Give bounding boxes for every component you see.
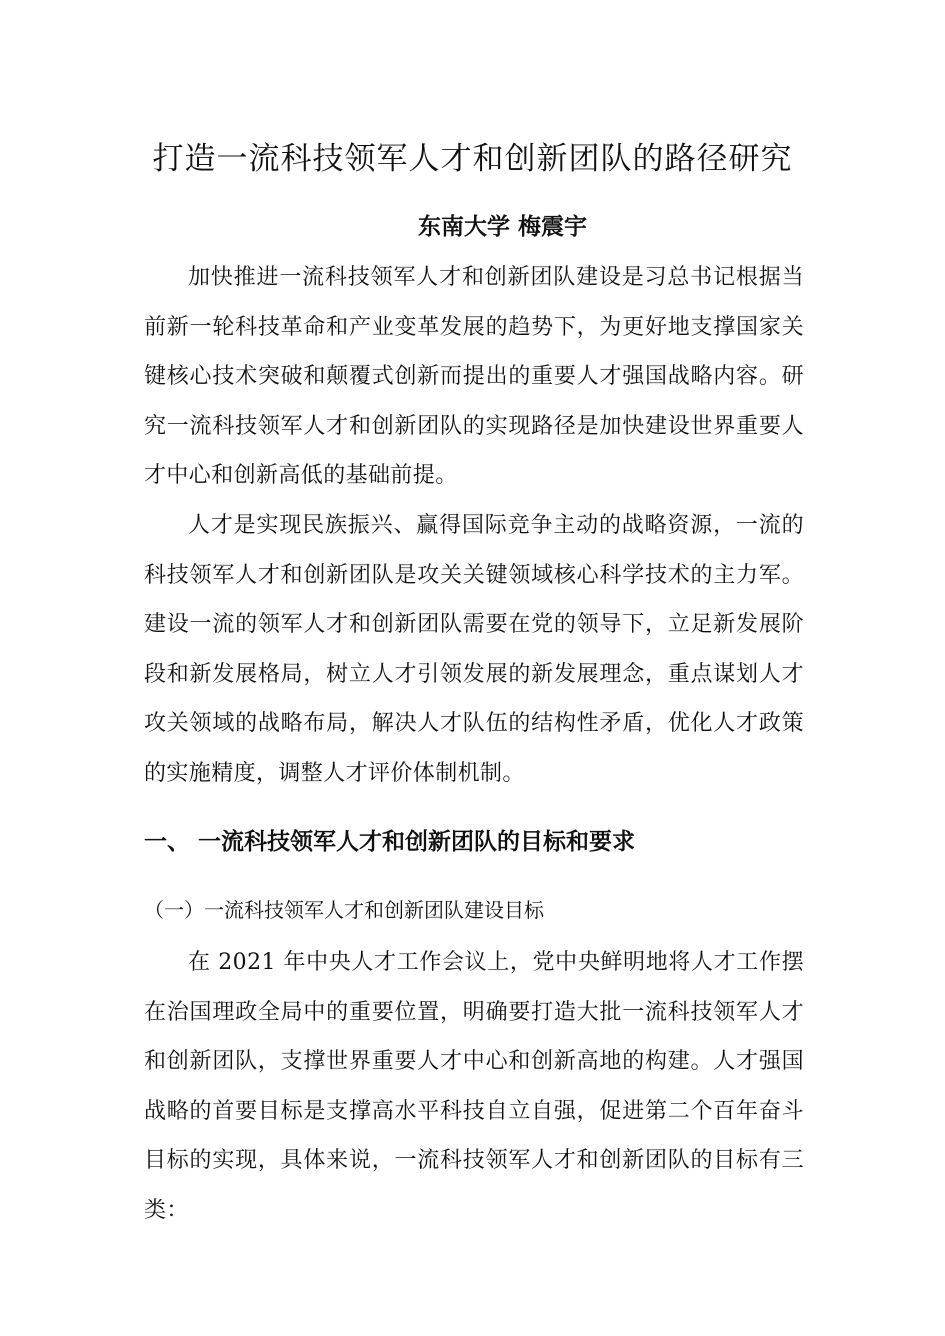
subsection-heading: （一）一流科技领军人才和创新团队建设目标 <box>144 898 544 922</box>
intro-paragraph-1: 加快推进一流科技领军人才和创新团队建设是习总书记根据当前新一轮科技革命和产业变革发展的趋势下，为更好地支撑国家关键核心技术突破和颠覆式创新而提出的重要人才强国战略内容。研究一流科技领军人才和创新团队的实现路径是加快建设世界重要人才中心和创新高低的基础前提。 <box>144 265 804 488</box>
section-paragraph: 在 2021 年中央人才工作会议上，党中央鲜明地将人才工作摆在治国理政全局中的重要位置，明确要打造大批一流科技领军人才和创新团队，支撑世界重要人才中心和创新高地的构建。人才强国战略的首要目标是支撑高水平科技自立自强，促进第二个百年奋斗目标的实现，具体来说，一流科技领军人才和创新团队的目标有三类： <box>144 950 804 1223</box>
intro-paragraph-2: 人才是实现民族振兴、赢得国际竞争主动的战略资源，一流的科技领军人才和创新团队是攻关关键领域核心科学技术的主力军。建设一流的领军人才和创新团队需要在党的领导下，立足新发展阶段和新发展格局，树立人才引领发展的新发展理念，重点谋划人才攻关领域的战略布局，解决人才队伍的结构性矛盾，优化人才政策的实施精度，调整人才评价体制机制。 <box>144 513 804 786</box>
section-heading: 一、 一流科技领军人才和创新团队的目标和要求 <box>144 829 636 855</box>
document-title: 打造一流科技领军人才和创新团队的路径研究 <box>152 141 793 177</box>
author-line: 东南大学 梅震宇 <box>417 213 587 240</box>
